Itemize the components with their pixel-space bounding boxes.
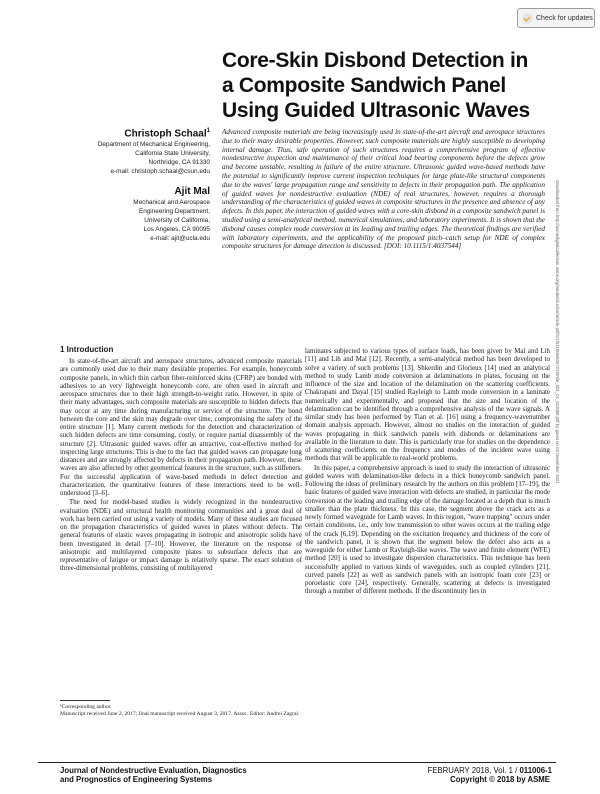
affiliation-line: Northridge, CA 91330 [148, 159, 210, 167]
footnote: Manuscript received June 2, 2017; final manuscript received August 3, 2017. Assoc. Editor: Andrei Zagrai. [60, 710, 300, 717]
author-1 [40, 125, 210, 176]
journal-name-line: and Prognostics of Engineering Systems [60, 775, 213, 784]
author-affiliation [40, 198, 210, 243]
author-name [40, 186, 210, 198]
author-name [40, 125, 210, 140]
footer-divider [38, 762, 556, 763]
author-footnote-mark[interactable]: 1 [206, 128, 210, 134]
affiliation-line: Mechanical and Aerospace [133, 199, 210, 207]
affiliation-line: Engineering Department, [138, 208, 210, 216]
journal-name-line: Journal of Nondestructive Evaluation, Diagnostics [60, 766, 247, 775]
article-number: 011006-1 [519, 766, 552, 775]
paragraph: In state-of-the-art aircraft and aerospace structures, advanced composite materials are commonly used due to their many desirable properties. For example, honeycomb composite panels, in which thin carbon fiber-reinforced skins (CFRP) are bonded with adhesives to an very lightweight honeycomb core, are often used in aircraft and aerospace structures due to their high strength-to-weight ratio. However, in spite of their many advantages, such composite materials are susceptible to hidden defects that may occur at any time during manufacturing or service of the structure. The bond between the core and the skin may degrade over time, compromising the safety of the entire structure [1]. Many current methods for the detection and characterization of such hidden defects are time consuming, costly, or require partial disassembly of the structure [2]. Ultrasonic guided waves offer an attractive, cost-effective method for inspecting large structures. This is due to the fact that guided waves can propagate long distances and are strongly affected by defects in their propagation path. However, these waves are also affected by other geometrical features in the structure, such as stiffeners. For the successful application of wave-based methods in defect detection and characterization, the quantitative features of these interactions need to be well-understood [3–6]. [60, 358, 302, 497]
footnotes [60, 700, 300, 718]
download-watermark: Downloaded from http://asmedigitalcollection.asme.org/nondestructive/article-pdf/1/1/011006/6367219/nde_001_01_011006.pdf by guest on 03 December 2021 [555, 180, 560, 484]
affiliation-line: Department of Mechanical Engineering, [97, 141, 210, 149]
author-2 [40, 186, 210, 243]
issue-info: FEBRUARY 2018, Vol. 1 [427, 766, 513, 775]
author-block [40, 125, 210, 243]
abstract: Advanced composite materials are being increasingly used in state-of-the-art aircraft and aerospace structures due to their many desirable properties. However, such composite materials are highly susceptible to developing internal damage. Thus, safe operation of such structures requires a comprehensive program of effective nondestructive inspection and maintenance of their critical load bearing components before the defects grow and become unstable, resulting in failure of the entire structure. Ultrasonic guided wave-based methods have the potential to significantly improve current inspection techniques for large plate-like structural components due to the waves' large propagation range and sensitivity to defects in their propagation path. The application of guided waves for nondestructive evaluation (NDE) of real structures, however, requires a thorough understanding of the characteristics of guided waves in composite structures in the presence and absence of any defects. In this paper, the interaction of guided waves with a core-skin disbond in a composite sandwich panel is studied using a semi-analytical method, numerical simulations, and laboratory experiments. It is shown that the disbond causes complex mode conversion at its leading and trailing edges. The theoretical findings are verified with laboratory experiments, and the applicability of the proposed pitch–catch setup for NDE of complex composite structures for damage detection is discussed. [DOI: 10.1115/1.4037544] [222, 128, 545, 251]
paragraph: The need for model-based studies is widely recognized in the nondestructive evaluation (NDE) and structural health monitoring communities and a great deal of work has been carried out using a variety of models. Many of these studies are focused on the propagation characteristics of guided waves in plates without defects. The general features of elastic waves propagating in isotropic and anisotropic solids have been investigated in detail [7–10]. However, the literature on the response of anisotropic and multilayered composite plates to subsurface defects that are representative of fatigue or impact damage is relatively sparse. The exact solution of three-dimensional problems, consisting of multilayered [60, 499, 302, 573]
author-email[interactable]: e-mail: ajit@ucla.edu [150, 235, 210, 243]
check-for-updates-badge[interactable] [517, 8, 595, 28]
footer-meta [427, 766, 552, 784]
affiliation-line: University of California, [144, 217, 210, 225]
journal-name [60, 766, 247, 784]
copyright: Copyright © 2018 by ASME [450, 775, 550, 784]
footnote-divider [60, 700, 110, 701]
author-name-text: Ajit Mal [174, 186, 210, 198]
article-title: Core-Skin Disbond Detection in a Composite Sandwich Panel Using Guided Ultrasonic Waves [222, 49, 530, 122]
check-for-updates-label: Check for updates [536, 14, 593, 22]
affiliation-line: California State University, [135, 150, 210, 158]
author-affiliation [40, 140, 210, 176]
author-name-text: Christoph Schaal [124, 128, 207, 140]
footnote: ¹Corresponding author. [60, 704, 112, 710]
affiliation-line: Los Angeles, CA 90095 [143, 226, 210, 234]
section-heading: 1 Introduction [60, 345, 114, 354]
paragraph: laminates subjected to various types of surface loads, has been given by Mal and Lih [11] and Lih and Mal [12]. Recently, a semi-analytical method has been developed to solve a variety of such problems [13]. Shkerdin and Glorieux [14] used an analytical method to study Lamb mode conversion at delaminations in plates, focusing on the influence of the size and location of the delamination on the scattering coefficients. Chakrapani and Dayal [15] studied Rayleigh to Lamb mode conversion in a laminate numerically and experimentally, and proposed that the size and location of the delamination can be identified through a comprehensive analysis of the wave signals. A similar study has been performed by Tian et al. [16] using a frequency-wavenumber domain analysis approach. However, almost no studies on the interaction of guided waves propagating in thick sandwich panels with disbonds or delaminations are available in the literature to date. This is particularly true for studies on the dependence of scattering coefficients on the frequency and modes of the incident wave using methods that will be applicable to real-world problems. [305, 348, 550, 463]
body-column-left [60, 345, 302, 575]
body-column-right [305, 348, 550, 598]
check-updates-icon [522, 13, 533, 24]
paragraph: In this paper, a comprehensive approach is used to study the interaction of ultrasonic guided waves with delamination-like defects in a thick honeycomb sandwich panel. Following the ideas of preliminary research by the authors on this problem [17–19], the basic features of guided wave interaction with defects are studied, in particular the mode conversion at the leading and trailing edge of the damage located at a depth that is much smaller than the plate thickness. In this case, the segment above the crack acts as a newly formed waveguide for Lamb waves. In this region, "wave trapping" occurs under certain conditions, i.e., only low transmission to other waves occurs at the trailing edge of the crack [6,19]. Depending on the excitation frequency and thickness of the core of the sandwich panel, it is shown that the segment below the defect also acts as a waveguide for either Lamb or Rayleigh-like waves. The wave and finite element (WFE) method [20] is used to investigate dispersion characteristics. This technique has been successfully applied to various kinds of waveguides, such as coupled cylinders [21], curved panels [22] as well as sandwich panels with an isotropic foam core [23] or poroelastic core [24], respectively. Generally, scattering at defects is investigated through a number of different methods. If the discontinuity lies in [305, 464, 550, 596]
author-email[interactable]: e-mail: christoph.schaal@csun.edu [110, 168, 210, 176]
issue-line: FEBRUARY 2018, Vol. 1 / 011006-1 [427, 766, 552, 775]
